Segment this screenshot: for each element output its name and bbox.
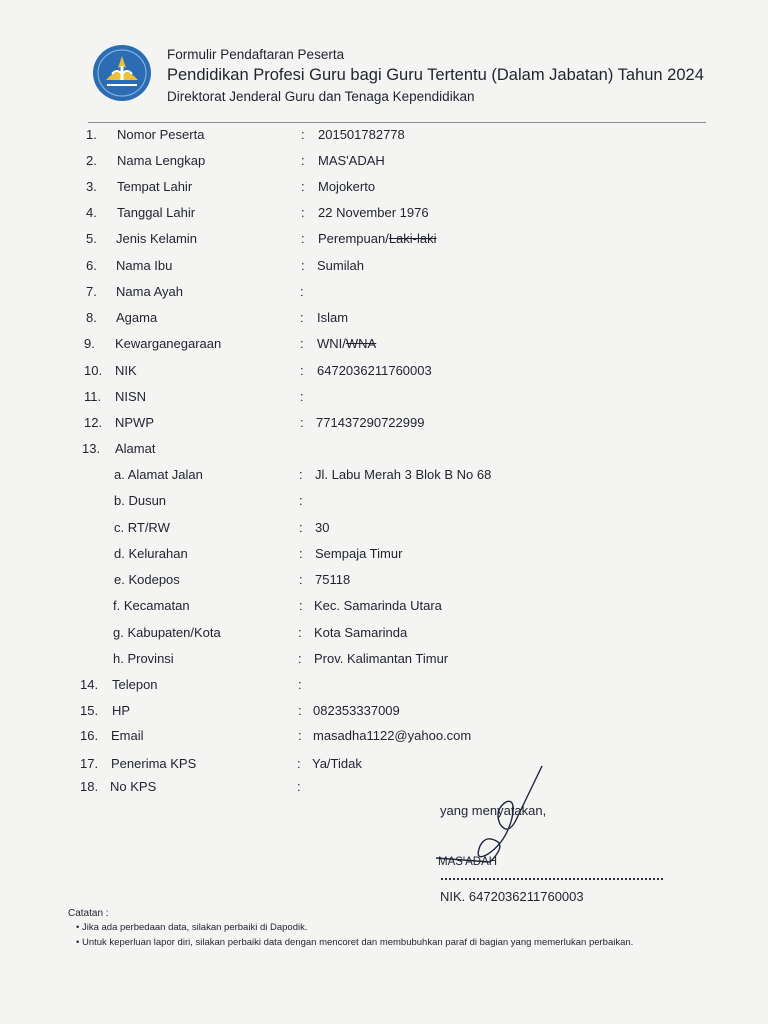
field-number: 4. [86,205,97,220]
field-label: c. RT/RW [114,520,170,535]
directorate-name: Direktorat Jenderal Guru dan Tenaga Kependidikan [167,89,475,104]
field-value-text: 771437290722999 [316,415,425,430]
field-value-text: MAS'ADAH [318,153,385,168]
field-label: f. Kecamatan [113,598,190,613]
note-text: Untuk keperluan lapor diri, silakan perbaiki data dengan mencoret dan membubuhkan paraf di bagian yang memerlukan perbaikan. [81,937,634,948]
field-value-text: 30 [315,520,330,535]
field-colon: : [300,284,304,299]
field-label: Alamat [115,441,156,456]
field-number: 10. [84,363,103,378]
field-value-text: Kec. Samarinda Utara [314,598,442,613]
field-number: 6. [86,258,97,273]
field-label: HP [112,703,131,718]
field-value-text: Kota Samarinda [314,625,408,640]
field-value-text: Sumilah [317,258,364,273]
field-value [315,546,402,561]
field-number: 15. [80,703,99,718]
field-value [318,127,405,142]
field-colon: : [299,520,303,535]
field-number: 8. [86,310,97,325]
field-value [314,598,442,613]
field-colon: : [298,677,302,692]
field-label: Nama Ibu [116,258,173,273]
field-label: Penerima KPS [111,756,197,771]
field-label: Nama Ayah [116,284,183,299]
field-value-text: Prov. Kalimantan Timur [314,651,449,666]
note-item: • Jika ada perbedaan data, silakan perbaiki di Dapodik. [76,922,308,933]
signature-line [441,878,663,880]
field-label: Nama Lengkap [117,153,206,168]
field-colon: : [300,336,304,351]
field-value-text: Sempaja Timur [315,546,403,561]
field-label: Telepon [112,677,158,692]
field-number: 3. [86,179,97,194]
field-label: h. Provinsi [113,651,174,666]
field-value [317,336,376,351]
field-number: 16. [80,728,99,743]
field-value [317,310,348,325]
field-colon: : [299,598,303,613]
field-number: 5. [86,231,97,246]
field-value [317,258,364,273]
field-number: 18. [80,779,99,794]
field-value-text: Ya/Tidak [312,756,362,771]
field-value-text: masadha1122@yahoo.com [313,728,472,743]
field-colon: : [300,363,304,378]
field-label: NIK [115,363,137,378]
signatory-name: MAS'ADAH [438,856,498,868]
field-value-text: 201501782778 [318,127,405,142]
field-label: Tanggal Lahir [117,205,196,220]
field-value [315,467,491,482]
field-colon: : [301,127,305,142]
field-value [315,520,329,535]
header-divider [88,122,706,123]
field-label: g. Kabupaten/Kota [113,625,221,640]
struck-option: Laki-laki [388,231,437,246]
field-number: 17. [80,756,99,771]
field-colon: : [297,779,301,794]
field-colon: : [297,756,301,771]
field-value [317,363,432,378]
field-colon: : [299,546,303,561]
signatory-nik: NIK. 6472036211760003 [440,889,584,904]
field-value-text: 6472036211760003 [317,363,432,378]
field-value-text: WNI/ [317,336,346,351]
field-number: 12. [84,415,103,430]
field-colon: : [301,205,305,220]
field-number: 14. [80,677,99,692]
field-number: 2. [86,153,97,168]
form-title: Pendidikan Profesi Guru bagi Guru Tertentu (Dalam Jabatan) Tahun 2024 [167,66,704,84]
field-value-text: 082353337009 [313,703,400,718]
field-colon: : [299,572,303,587]
field-value [315,572,350,587]
field-label: Nomor Peserta [117,127,205,142]
field-colon: : [298,651,302,666]
field-label: NISN [115,389,147,404]
field-value-text: Mojokerto [318,179,376,194]
field-value-text: Jl. Labu Merah 3 Blok B No 68 [315,467,492,482]
field-colon: : [300,389,304,404]
note-item: • Untuk keperluan lapor diri, silakan perbaiki data dengan mencoret dan membubuhkan paraf di bagian yang memerlukan perbaikan. [76,937,634,948]
struck-option: WNA [345,336,377,351]
field-value [318,231,437,246]
field-value [314,625,407,640]
field-value [318,179,375,194]
field-number: 9. [84,336,95,351]
field-label: No KPS [110,779,157,794]
field-number: 1. [86,127,97,142]
signature-statement: yang menyatakan, [440,803,547,818]
field-value [316,415,424,430]
field-number: 7. [86,284,97,299]
field-colon: : [299,493,303,508]
field-value-text: 75118 [315,572,351,587]
field-label: Tempat Lahir [117,179,193,194]
field-colon: : [299,467,303,482]
field-label: Kewarganegaraan [115,336,222,351]
field-label: e. Kodepos [114,572,180,587]
note-text: Jika ada perbedaan data, silakan perbaiki di Dapodik. [81,922,308,933]
field-label: Email [111,728,144,743]
field-value [312,756,362,771]
field-colon: : [301,258,305,273]
tut-wuri-handayani-logo-icon [92,44,152,102]
field-label: Agama [116,310,158,325]
field-value [313,703,400,718]
field-value-text: Islam [317,310,349,325]
field-value-text: 22 November 1976 [318,205,429,220]
field-colon: : [301,179,305,194]
notes-title: Catatan : [68,908,109,919]
field-label: a. Alamat Jalan [114,467,203,482]
field-number: 13. [82,441,101,456]
field-number: 11. [84,389,102,404]
form-subtitle: Formulir Pendaftaran Peserta [167,47,345,62]
field-value [314,651,448,666]
field-colon: : [298,625,302,640]
field-colon: : [301,231,305,246]
field-label: d. Kelurahan [114,546,188,561]
field-value [318,153,385,168]
field-value [313,728,471,743]
field-colon: : [298,728,302,743]
field-colon: : [300,415,304,430]
field-value [318,205,429,220]
field-label: Jenis Kelamin [116,231,197,246]
field-colon: : [300,310,304,325]
field-value-text: Perempuan/ [318,231,389,246]
field-label: NPWP [115,415,154,430]
field-colon: : [301,153,305,168]
field-colon: : [298,703,302,718]
field-label: b. Dusun [114,493,167,508]
